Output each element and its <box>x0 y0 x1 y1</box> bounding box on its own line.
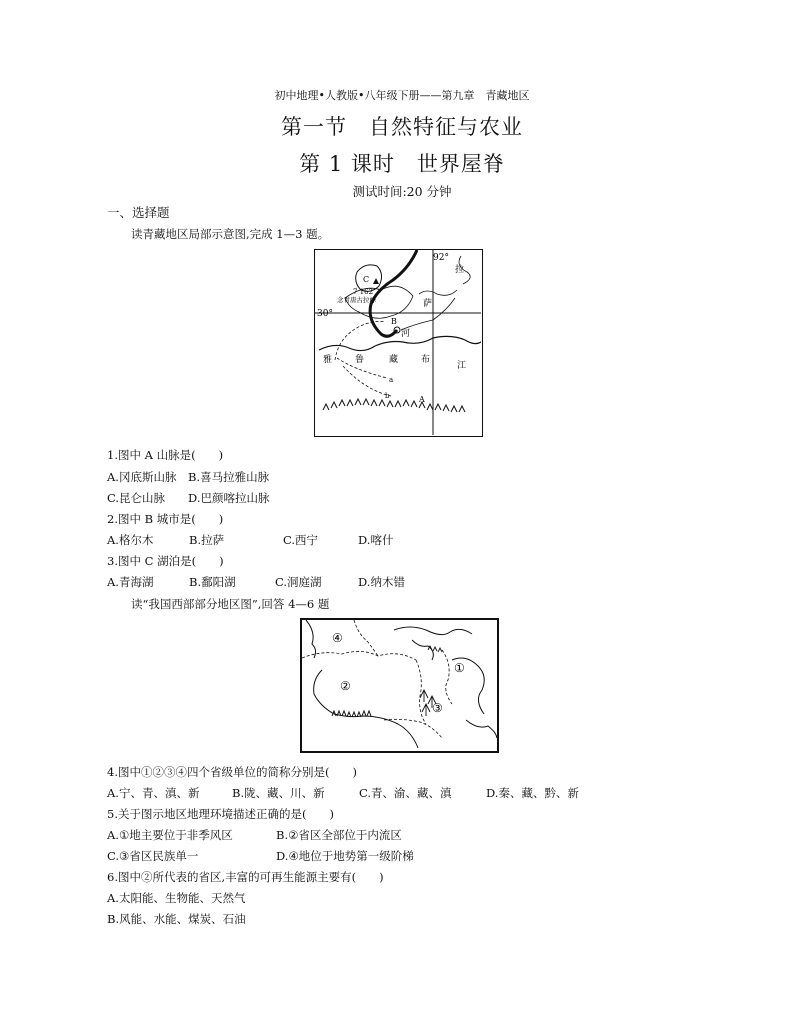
reading-instruction-1: 读青藏地区局部示意图,完成 1—3 题。 <box>131 227 330 241</box>
tibet-local-map <box>314 249 483 437</box>
question-4-option-d: D.秦、藏、黔、新 <box>486 786 579 800</box>
question-4-option-a: A.宁、青、滇、新 <box>107 786 200 800</box>
map1-peak-height: 7 162 <box>353 288 374 296</box>
question-1-options-row2: C.昆仑山脉 D.巴颜喀拉山脉 <box>107 491 270 505</box>
question-4-option-c: C.青、渝、藏、滇 <box>359 786 452 800</box>
map1-label-c: C <box>363 275 370 284</box>
map1-label-route-a: a <box>389 376 394 384</box>
question-3-option-a: A.青海湖 <box>107 575 154 589</box>
map1-char-jiang: 江 <box>457 361 467 371</box>
question-3-stem: 3.图中 C 湖泊是( ) <box>107 554 224 568</box>
question-2-option-a: A.格尔木 <box>107 533 154 547</box>
lesson-title: 第 1 课时 世界屋脊 <box>299 152 505 176</box>
question-1-stem: 1.图中 A 山脉是( ) <box>107 448 224 462</box>
question-5-stem: 5.关于图示地区地理环境描述正确的是( ) <box>107 807 334 821</box>
section-title: 第一节 自然特征与农业 <box>281 115 523 139</box>
question-2-stem: 2.图中 B 城市是( ) <box>107 512 224 526</box>
map1-label-b: B <box>391 317 397 326</box>
question-2-option-d: D.喀什 <box>358 533 394 547</box>
map1-char-zang: 藏 <box>389 355 399 365</box>
question-3-option-d: D.纳木错 <box>358 575 405 589</box>
question-6-stem: 6.图中②所代表的省区,丰富的可再生能源主要有( ) <box>107 870 384 884</box>
map1-char-ya: 雅 <box>323 355 333 365</box>
question-6-option-b: B.风能、水能、煤炭、石油 <box>107 912 246 926</box>
reading-instruction-2: 读“我国西部部分地区图”,回答 4—6 题 <box>131 597 330 611</box>
question-5-option-d: D.④地位于地势第一级阶梯 <box>276 849 414 863</box>
map2-label-4: ④ <box>332 631 343 645</box>
question-3-option-b: B.鄱阳湖 <box>189 575 236 589</box>
question-4-stem: 4.图中①②③④四个省级单位的简称分别是( ) <box>107 765 357 779</box>
question-1-options-row1: A.冈底斯山脉 B.喜马拉雅山脉 <box>107 470 270 484</box>
map1-char-la: 拉 <box>455 265 465 275</box>
question-4-option-b: B.陇、藏、川、新 <box>232 786 325 800</box>
map1-char-lu: 鲁 <box>355 355 365 365</box>
map2-label-2: ② <box>340 679 351 693</box>
question-2-option-b: B.拉萨 <box>189 533 225 547</box>
document-header: 初中地理•人教版•八年级下册——第九章 青藏地区 <box>274 89 530 102</box>
question-5-option-b: B.②省区全部位于内流区 <box>276 828 402 842</box>
question-6-option-a: A.太阳能、生物能、天然气 <box>107 891 246 905</box>
map1-char-bu: 布 <box>421 355 431 365</box>
question-3-option-c: C.洞庭湖 <box>275 575 322 589</box>
map1-peak-name: 念青唐古拉峰 <box>337 296 376 304</box>
question-5-option-a: A.①地主要位于非季风区 <box>107 828 233 842</box>
question-section-heading: 一、选择题 <box>107 205 170 220</box>
question-5-option-c: C.③省区民族单一 <box>107 849 199 863</box>
map1-label-route-b: b <box>385 392 390 400</box>
map1-char-sa: 萨 <box>423 299 433 309</box>
map1-label-a: A <box>419 395 425 404</box>
test-time: 测试时间:20 分钟 <box>352 184 452 199</box>
map1-char-he: 河 <box>401 329 411 339</box>
map2-label-3: ③ <box>432 701 443 715</box>
map2-label-1: ① <box>454 661 465 675</box>
western-china-map <box>300 618 499 753</box>
map1-latitude-label: 30° <box>317 309 333 319</box>
map1-longitude-label: 92° <box>433 253 449 263</box>
question-2-option-c: C.西宁 <box>283 533 319 547</box>
